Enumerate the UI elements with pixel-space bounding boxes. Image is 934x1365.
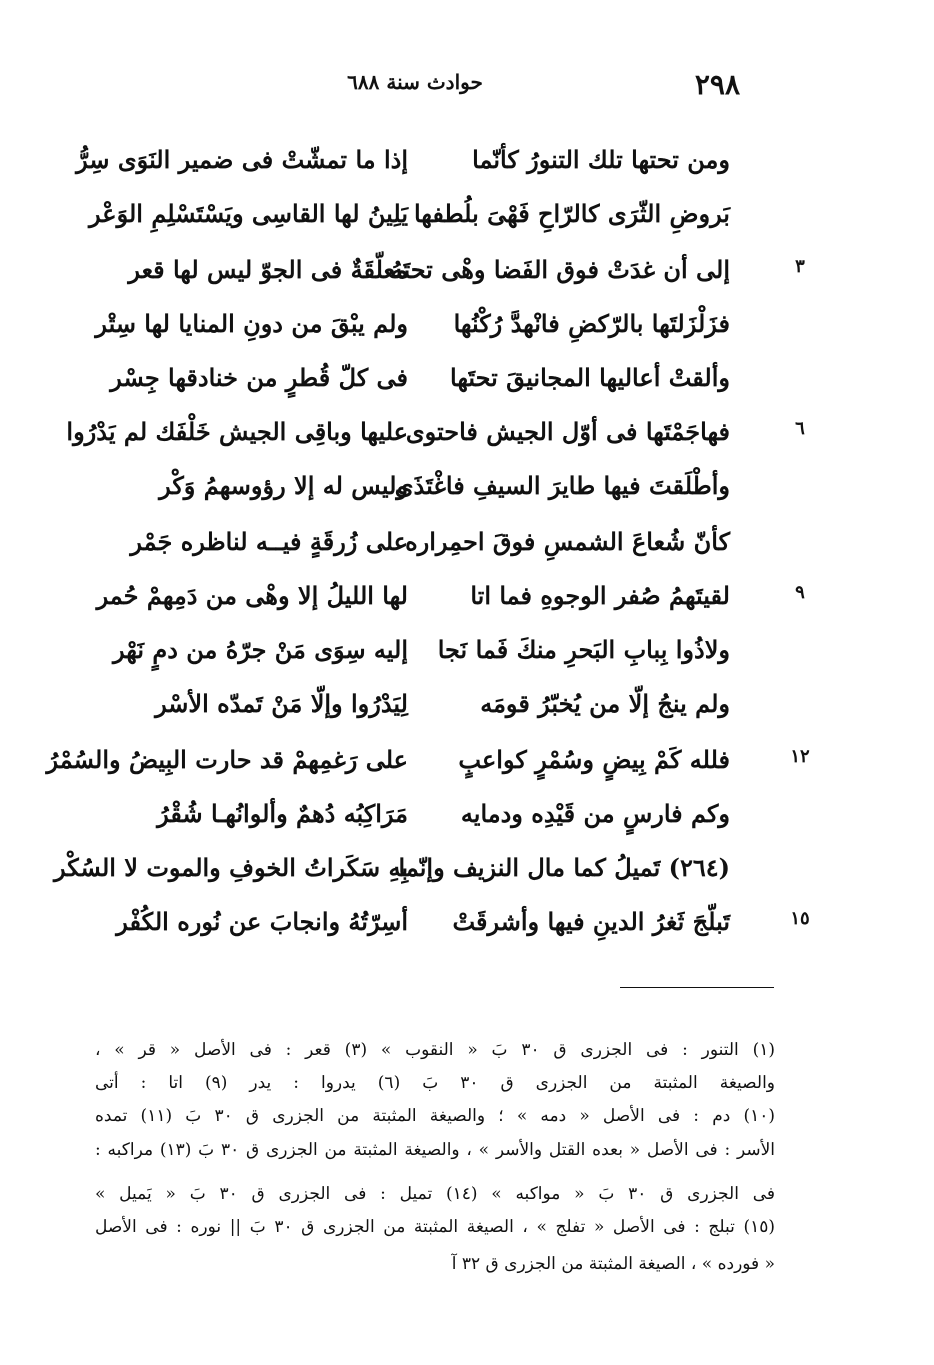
- running-header: حوادث سنة ٦٨٨: [347, 70, 483, 94]
- verse-second-hemistich: على زُرقَةٍ فيــه لناظره جَمْر: [130, 527, 408, 556]
- line-number: ١٥: [790, 908, 810, 929]
- verse-second-hemistich: مَرَاكِبُه دُهمٌ وألوانُهـا شُقْرُ: [157, 799, 408, 828]
- verse-line: [0, 850, 934, 900]
- line-number: ٩: [795, 582, 805, 603]
- verse-line: [0, 306, 934, 356]
- verse-second-hemistich: على رَغمِهمْ قد حارت البِيضُ والسُمْرُ: [46, 745, 408, 774]
- verse-first-hemistich: لقيتَهمُ صُفر الوجوهِ فما اتا: [470, 581, 730, 610]
- verse-first-hemistich: كأنّ شُعاعَ الشمسِ فوقَ احمِراره: [405, 527, 730, 556]
- verse-line: [0, 142, 934, 192]
- verse-second-hemistich: وليس له إلا رؤوسهمُ وَكْر: [159, 471, 408, 500]
- verse-first-hemistich: وألقتْ أعاليها المجانيقَ تحتَها: [450, 363, 730, 392]
- verse-line: [0, 742, 934, 792]
- verse-line: [0, 632, 934, 682]
- line-number: ١٢: [790, 746, 810, 767]
- footnote-line: (١) التنور : فى الجزرى ق ٣٠ بَ « النقوب » (٣) قعر : فى الأصل « قر » ،: [95, 1040, 775, 1060]
- verse-line: [0, 360, 934, 410]
- verse-first-hemistich: فلله كَمْ بِيضٍ وسُمْرٍ كواعبٍ: [458, 745, 730, 774]
- footnote-separator: [620, 987, 774, 988]
- verse-second-hemistich: أسِرّتُهُ وانجابَ عن نُوره الكُفْر: [116, 907, 408, 936]
- verse-line: [0, 686, 934, 736]
- line-number: ٦: [795, 418, 805, 439]
- verse-second-hemistich: معلّقَةٌ فى الجوّ ليس لها قعر: [128, 255, 408, 284]
- verse-first-hemistich: فهاجَمْتَها فى أوّل الجيش فاحتوى: [405, 417, 730, 446]
- footnote-line: (١٠) دم : فى الأصل « دمه » ؛ والصيغة المثبتة من الجزرى ق ٣٠ بَ (١١) تمده: [95, 1106, 775, 1126]
- footnote-line: « فورده » ، الصيغة المثبتة من الجزرى ق ٣٢ آ: [451, 1254, 775, 1274]
- verse-first-hemistich: وأطْلَقتَ فيها طايرَ السيفِ فاغْتَذَى: [394, 471, 730, 500]
- verse-first-hemistich: ولاذُوا بِبابِ البَحرِ منكَ فَما نَجا: [437, 635, 730, 664]
- verse-second-hemistich: إذا ما تمشّتْ فى ضمير النَوَى سِرُّ: [76, 145, 408, 174]
- verse-first-hemistich: ومن تحتها تلك التنورُ كأنّما: [472, 145, 730, 174]
- verse-second-hemistich: بِهِ سَكَراتُ الخوفِ والموت لا السُكْر: [54, 853, 408, 882]
- verse-second-hemistich: إليه سِوَى مَنْ جرّهُ من دمٍ نَهْر: [113, 635, 408, 664]
- line-number: ٣: [795, 256, 805, 277]
- verse-line: [0, 468, 934, 518]
- page-number: ٢٩٨: [694, 68, 740, 101]
- verse-line: [0, 252, 934, 302]
- verse-first-hemistich: بَروضِ الثّرَى كالرّاحِ فَهْىَ بلُطفها: [413, 199, 730, 228]
- verse-second-hemistich: فى كلّ قُطرٍ من خنادقها جِسْر: [110, 363, 408, 392]
- footnote-line: فى الجزرى ق ٣٠ بَ « مواكبه » (١٤) تميل : فى الجزرى ق ٣٠ بَ « يَميل »: [95, 1184, 775, 1204]
- verse-line: [0, 796, 934, 846]
- verse-second-hemistich: يَلِينُ لها القاسِى ويَسْتَسْلِمِ الوَعْر: [89, 199, 408, 228]
- verse-line: [0, 904, 934, 954]
- verse-line: [0, 196, 934, 246]
- verse-second-hemistich: عليها وباقِى الجيش خَلْفَك لم يَدْرُوا: [66, 417, 408, 446]
- verse-second-hemistich: لها الليلُ إلا وهْى من دَمِهمْ حُمر: [96, 581, 408, 610]
- verse-second-hemistich: لِيَدْرُوا وإلّا مَنْ تَمدّه الأسْر: [155, 689, 408, 718]
- verse-line: [0, 578, 934, 628]
- verse-second-hemistich: ولم يبْقَ من دونِ المنايا لها سِتْر: [95, 309, 408, 338]
- verse-first-hemistich: ولم ينجُ إلّا من يُخبّرُ قومَه: [480, 689, 730, 718]
- footnote-line: والصيغة المثبتة من الجزرى ق ٣٠ بَ (٦) يدروا : يدر (٩) اتا : أتى: [95, 1073, 775, 1093]
- footnote-line: (١٥) تبلج : فى الأصل « تفلج » ، الصيغة المثبتة من الجزرى ق ٣٠ بَ || نوره : فى الأصل: [95, 1217, 776, 1237]
- verse-line: [0, 524, 934, 574]
- verse-first-hemistich: فزَلْزَلتَها بالرّكضِ فانْهدَّ رُكْنُها: [453, 309, 730, 338]
- verse-first-hemistich: تَبلّجَ ثَغرُ الدينِ فيها وأشرقَتْ: [452, 907, 730, 936]
- verse-first-hemistich: (٢٦٤) تَميلُ كما مال النزيف وإنّما: [398, 853, 730, 882]
- footnote-line: الأسر : فى الأصل « بعده القتل والأسر » ، والصيغة المثبتة من الجزرى ق ٣٠ بَ (١٣) مراكبه :: [95, 1140, 775, 1160]
- verse-first-hemistich: وكم فارسٍ من قَيْدِه ودمايه: [460, 799, 730, 828]
- verse-line: [0, 414, 934, 464]
- verse-first-hemistich: إلى أن غدَتْ فوق الفَضا وهْى تحتَهُ: [390, 255, 730, 284]
